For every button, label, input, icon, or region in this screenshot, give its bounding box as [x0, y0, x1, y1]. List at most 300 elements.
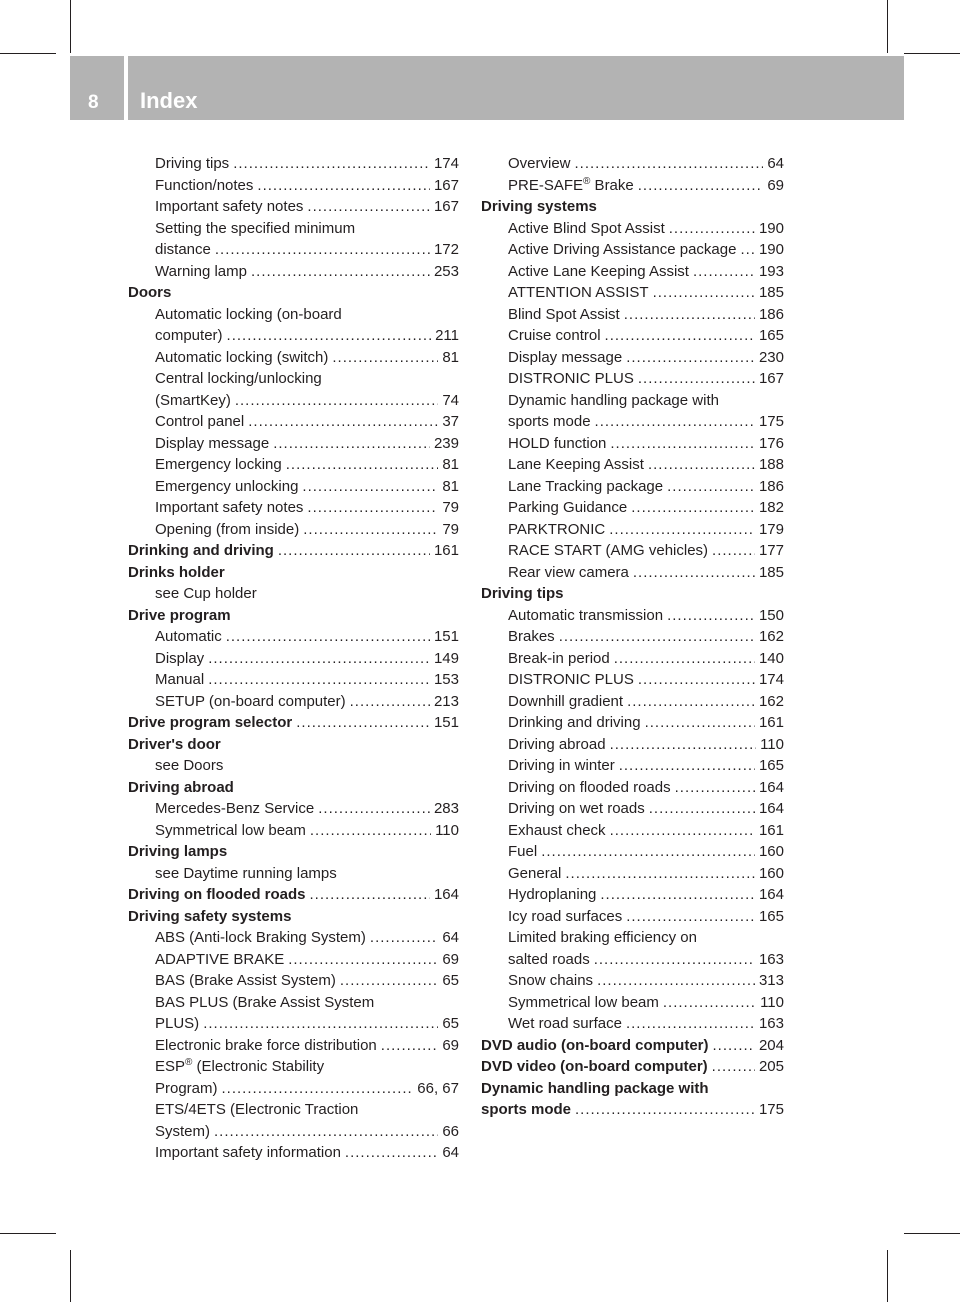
entry-text: Driving abroad [508, 735, 606, 753]
entry-text: BAS PLUS (Brake Assist System [155, 993, 375, 1011]
entry-label [155, 691, 346, 713]
entry-label [508, 540, 708, 562]
leader-dots [633, 562, 755, 584]
entry-label [155, 454, 282, 476]
entry-text: Fuel [508, 843, 538, 860]
index-entry [481, 239, 784, 261]
index-line [128, 218, 459, 240]
page-ref: 176 [758, 434, 784, 452]
entry-text: Automatic transmission [508, 606, 664, 624]
crop-mark [887, 0, 888, 53]
leader-dots [559, 626, 755, 648]
index-line [128, 1099, 459, 1121]
entry-text: Program) [155, 1079, 218, 1097]
leader-dots [693, 261, 755, 283]
entry-label [481, 1035, 709, 1057]
leader-dots [310, 884, 430, 906]
entry-text: ESP [155, 1058, 186, 1075]
index-entry [481, 734, 784, 756]
page-ref: 110 [760, 735, 784, 753]
entry-text: see Cup holder [155, 585, 257, 602]
entry-text: Emergency unlocking [155, 477, 299, 495]
leader-dots [645, 712, 755, 734]
entry-text: Brakes [508, 628, 555, 645]
entry-text: Driving on wet roads [508, 800, 645, 817]
page-ref: 162 [758, 628, 784, 645]
leader-dots [600, 884, 755, 906]
page-ref: 190 [758, 241, 784, 258]
index-heading: Driving lamps [128, 843, 228, 860]
entry-label [508, 798, 645, 820]
entry-label [155, 175, 253, 197]
page-ref: 81 [442, 456, 459, 473]
entry-text: Exhaust check [508, 821, 606, 839]
entry-text: Cruise control [508, 327, 601, 344]
page-ref: 149 [433, 649, 459, 667]
leader-dots [626, 347, 755, 369]
entry-label [155, 497, 303, 519]
entry-label [155, 261, 247, 283]
entry-text: see Daytime running lamps [155, 864, 337, 882]
page-ref: 165 [758, 757, 784, 774]
entry-text: Driving tips [155, 155, 230, 172]
leader-dots [215, 239, 430, 261]
entry-label [128, 712, 292, 734]
entry-text: Break-in period [508, 649, 610, 667]
page-ref: 69 [442, 950, 459, 968]
leader-dots [208, 648, 430, 670]
leader-dots [222, 1078, 414, 1100]
page-ref: 239 [433, 434, 459, 452]
index-line [128, 755, 459, 777]
entry-text: Warning lamp [155, 262, 247, 280]
page-ref: 161 [758, 821, 784, 839]
page-ref: 179 [758, 520, 784, 538]
entry-text: Driving on flooded roads [508, 778, 671, 796]
leader-dots [614, 648, 755, 670]
page-ref: 174 [433, 155, 459, 172]
page-ref: 253 [433, 262, 459, 280]
index-heading: Drive program [128, 606, 231, 624]
index-entry [128, 949, 459, 971]
index-entry [128, 476, 459, 498]
index-line [128, 583, 459, 605]
entry-text: Snow chains [508, 972, 594, 989]
entry-label [508, 519, 605, 541]
entry-text: Active Lane Keeping Assist [508, 262, 689, 280]
index-entry [481, 777, 784, 799]
index-entry [128, 927, 459, 949]
page-ref: 161 [758, 714, 784, 731]
page-ref: 162 [758, 692, 784, 710]
index-entry [481, 863, 784, 885]
entry-label [508, 433, 606, 455]
entry-text: salted roads [508, 950, 590, 968]
leader-dots [340, 970, 438, 992]
page-ref: 37 [442, 413, 459, 430]
page-ref: 182 [758, 499, 784, 516]
entry-label [508, 648, 610, 670]
entry-text: Downhill gradient [508, 692, 624, 710]
entry-text: Manual [155, 671, 205, 688]
index-line [128, 992, 459, 1014]
entry-text: Mercedes-Benz Service [155, 800, 315, 817]
index-column-right [481, 153, 784, 1121]
leader-dots [675, 777, 755, 799]
entry-text-cont: (Electronic Stability [192, 1058, 325, 1075]
index-line [128, 368, 459, 390]
index-heading: Driving safety systems [128, 907, 292, 925]
index-heading: Driver's door [128, 735, 221, 753]
leader-dots [610, 820, 755, 842]
entry-text: Lane Keeping Assist [508, 456, 644, 473]
index-entry [481, 798, 784, 820]
entry-label [508, 949, 590, 971]
index-entry [128, 540, 459, 562]
entry-label [481, 1056, 708, 1078]
index-entry [481, 1099, 784, 1121]
leader-dots [669, 218, 755, 240]
entry-text: Limited braking efficiency on [508, 929, 697, 946]
entry-text: sports mode [481, 1101, 572, 1118]
leader-dots [251, 261, 430, 283]
index-entry [128, 1142, 459, 1164]
entry-text: Active Driving Assistance package [508, 241, 737, 258]
leader-dots [619, 755, 755, 777]
entry-label [155, 476, 298, 498]
entry-label [508, 906, 622, 928]
index-entry [128, 798, 459, 820]
entry-label [155, 411, 244, 433]
entry-text: Emergency locking [155, 456, 282, 473]
page-ref: 188 [758, 456, 784, 473]
entry-text: ABS (Anti-lock Braking System) [155, 929, 366, 946]
registered-mark: ® [185, 1057, 193, 1068]
entry-text: DVD audio (on-board computer) [481, 1036, 709, 1054]
entry-text: computer) [155, 327, 223, 344]
index-entry [481, 261, 784, 283]
index-heading: Driving abroad [128, 778, 234, 796]
index-entry [128, 454, 459, 476]
index-entry [481, 497, 784, 519]
crop-mark [904, 1233, 960, 1234]
entry-label [155, 433, 269, 455]
entry-text: Icy road surfaces [508, 907, 623, 925]
index-line [128, 1056, 459, 1078]
page-ref: 151 [433, 628, 459, 645]
leader-dots [303, 519, 438, 541]
page-ref: 160 [758, 843, 784, 860]
index-entry [128, 1035, 459, 1057]
entry-label [508, 669, 634, 691]
entry-label [508, 755, 615, 777]
page-ref: 283 [433, 800, 459, 817]
leader-dots [649, 798, 755, 820]
index-heading: Driving systems [481, 198, 597, 215]
section-title: Index [140, 88, 198, 113]
leader-dots [575, 1099, 755, 1121]
entry-label [155, 927, 366, 949]
page-ref: 167 [433, 198, 459, 215]
entry-label [155, 347, 328, 369]
entry-text: DISTRONIC PLUS [508, 370, 634, 387]
entry-text: Opening (from inside) [155, 520, 300, 538]
index-entry [481, 562, 784, 584]
entry-label [508, 497, 627, 519]
entry-label [508, 368, 634, 390]
entry-label [508, 884, 596, 906]
index-entry [481, 153, 784, 175]
entry-label [508, 992, 659, 1014]
entry-text: PRE-SAFE [508, 176, 584, 194]
index-entry [481, 712, 784, 734]
entry-text: Central locking/unlocking [155, 370, 322, 387]
index-entry [128, 1078, 459, 1100]
page-ref: 164 [758, 778, 784, 796]
index-entry [481, 368, 784, 390]
index-line [128, 863, 459, 885]
leader-dots [302, 476, 438, 498]
leader-dots [208, 669, 430, 691]
crop-mark [887, 1250, 888, 1302]
page-ref: 81 [442, 348, 459, 366]
entry-label [508, 347, 622, 369]
page-ref: 165 [758, 327, 784, 344]
index-column-left [128, 153, 459, 1164]
header-separator [124, 56, 128, 120]
entry-label [155, 325, 223, 347]
entry-text: Important safety information [155, 1144, 341, 1161]
index-entry [481, 626, 784, 648]
index-entry [128, 712, 459, 734]
entry-label [508, 304, 620, 326]
entry-label [155, 1013, 199, 1035]
entry-text: ATTENTION ASSIST [508, 284, 649, 301]
entry-text: Setting the specified minimum [155, 219, 356, 237]
entry-text: see Doors [155, 757, 224, 774]
index-entry [481, 347, 784, 369]
entry-text: DISTRONIC PLUS [508, 671, 634, 688]
index-entry [128, 239, 459, 261]
entry-label [155, 1121, 210, 1143]
page-ref: 64 [442, 1144, 459, 1161]
leader-dots [257, 175, 430, 197]
index-entry [128, 519, 459, 541]
leader-dots [332, 347, 438, 369]
leader-dots [307, 497, 438, 519]
leader-dots [541, 841, 755, 863]
leader-dots [648, 454, 755, 476]
entry-text: (SmartKey) [155, 391, 231, 409]
entry-text: SETUP (on-board computer) [155, 692, 346, 710]
index-entry [481, 454, 784, 476]
entry-label [508, 605, 663, 627]
index-entry [481, 1056, 784, 1078]
leader-dots [370, 927, 438, 949]
index-entry [128, 970, 459, 992]
index-heading: Doors [128, 284, 172, 301]
entry-text: Rear view camera [508, 563, 629, 581]
index-entry [128, 196, 459, 218]
entry-label [508, 239, 736, 261]
leader-dots [663, 992, 756, 1014]
leader-dots [605, 325, 755, 347]
entry-label [155, 239, 211, 261]
page-ref: 79 [442, 520, 459, 538]
leader-dots [273, 433, 430, 455]
index-entry [481, 949, 784, 971]
entry-text: Driving in winter [508, 757, 615, 774]
entry-text: Symmetrical low beam [155, 821, 306, 839]
page-ref: 175 [758, 413, 784, 430]
entry-text: Hydroplaning [508, 886, 597, 903]
page-ref: 140 [758, 649, 784, 667]
entry-label [155, 196, 303, 218]
entry-text: Drinking and driving [508, 714, 641, 731]
page-ref: 167 [433, 176, 459, 194]
page-ref: 164 [758, 886, 784, 903]
entry-label [155, 519, 299, 541]
entry-text: distance [155, 241, 211, 258]
entry-label [508, 325, 601, 347]
entry-text: Control panel [155, 413, 245, 430]
entry-text: PARKTRONIC [508, 520, 606, 538]
entry-label [508, 454, 644, 476]
entry-text: sports mode [508, 413, 591, 430]
page-ref: 313 [758, 972, 784, 989]
entry-label [508, 282, 649, 304]
leader-dots [296, 712, 430, 734]
index-entry [128, 153, 459, 175]
index-entry [481, 411, 784, 433]
page-ref: 65 [442, 972, 459, 989]
entry-text: ADAPTIVE BRAKE [155, 950, 285, 968]
entry-text: Wet road surface [508, 1015, 622, 1032]
leader-dots [667, 605, 755, 627]
page-ref: 175 [758, 1101, 784, 1118]
entry-label [508, 820, 606, 842]
index-heading: Drinks holder [128, 563, 225, 581]
index-entry [481, 476, 784, 498]
leader-dots [638, 368, 755, 390]
index-entry [128, 261, 459, 283]
entry-label [508, 261, 689, 283]
entry-text: Display message [508, 348, 623, 366]
entry-label [508, 712, 641, 734]
page-ref: 211 [435, 327, 459, 344]
entry-text: ETS/4ETS (Electronic Traction [155, 1101, 359, 1118]
page-ref: 177 [758, 542, 784, 559]
index-entry [128, 820, 459, 842]
entry-label [508, 970, 593, 992]
page-ref: 160 [758, 864, 784, 882]
entry-text: Driving on flooded roads [128, 886, 306, 903]
entry-text: Blind Spot Assist [508, 305, 620, 323]
leader-dots [624, 304, 755, 326]
leader-dots [609, 519, 755, 541]
leader-dots [712, 1056, 755, 1078]
index-entry [481, 648, 784, 670]
index-entry [128, 1013, 459, 1035]
page-ref: 230 [758, 348, 784, 366]
leader-dots [203, 1013, 438, 1035]
entry-label [508, 1013, 622, 1035]
entry-text: RACE START (AMG vehicles) [508, 542, 709, 559]
page-ref: 186 [758, 477, 784, 495]
leader-dots [286, 454, 439, 476]
entry-label [155, 1142, 341, 1164]
index-entry [481, 218, 784, 240]
entry-text: Drive program selector [128, 714, 293, 731]
index-entry [481, 820, 784, 842]
crop-mark [70, 1250, 71, 1302]
entry-label [155, 970, 336, 992]
index-entry [128, 347, 459, 369]
entry-label [508, 691, 623, 713]
entry-label [155, 949, 284, 971]
entry-text: Electronic brake force distribution [155, 1036, 377, 1054]
crop-mark [904, 53, 960, 54]
page-ref: 153 [433, 671, 459, 688]
leader-dots [638, 175, 764, 197]
entry-text: PLUS) [155, 1015, 200, 1032]
entry-label [128, 540, 274, 562]
entry-label [508, 734, 606, 756]
index-line [128, 304, 459, 326]
leader-dots [667, 476, 755, 498]
entry-text: Important safety notes [155, 198, 304, 215]
page-ref: 174 [758, 671, 784, 688]
index-entry [481, 970, 784, 992]
entry-label [481, 1099, 571, 1121]
entry-text: BAS (Brake Assist System) [155, 972, 336, 989]
leader-dots [227, 325, 432, 347]
crop-mark [0, 1233, 56, 1234]
index-entry [481, 1013, 784, 1035]
entry-label [508, 863, 561, 885]
entry-label [155, 1078, 218, 1100]
index-entry [128, 884, 459, 906]
leader-dots [288, 949, 438, 971]
page-ref: 204 [758, 1036, 784, 1054]
index-entry [128, 175, 459, 197]
entry-text: Overview [508, 155, 571, 172]
page-ref: 167 [758, 370, 784, 387]
leader-dots [631, 497, 755, 519]
page-ref: 185 [758, 563, 784, 581]
index-entry [128, 1121, 459, 1143]
entry-text: DVD video (on-board computer) [481, 1058, 708, 1075]
page-number: 8 [88, 92, 99, 113]
index-entry [481, 841, 784, 863]
entry-label [155, 390, 231, 412]
index-entry [481, 540, 784, 562]
entry-text: Automatic locking (switch) [155, 348, 329, 366]
entry-label [508, 218, 665, 240]
page-ref: 151 [433, 714, 459, 731]
leader-dots [307, 196, 430, 218]
leader-dots [565, 863, 755, 885]
entry-text: Dynamic handling package with [508, 391, 719, 409]
index-line [481, 390, 784, 412]
index-entry [481, 325, 784, 347]
index-entry [481, 433, 784, 455]
entry-text: System) [155, 1122, 211, 1140]
page-ref: 161 [433, 542, 459, 559]
index-entry [128, 497, 459, 519]
leader-dots [318, 798, 430, 820]
entry-text: Automatic locking (on-board [155, 305, 342, 323]
